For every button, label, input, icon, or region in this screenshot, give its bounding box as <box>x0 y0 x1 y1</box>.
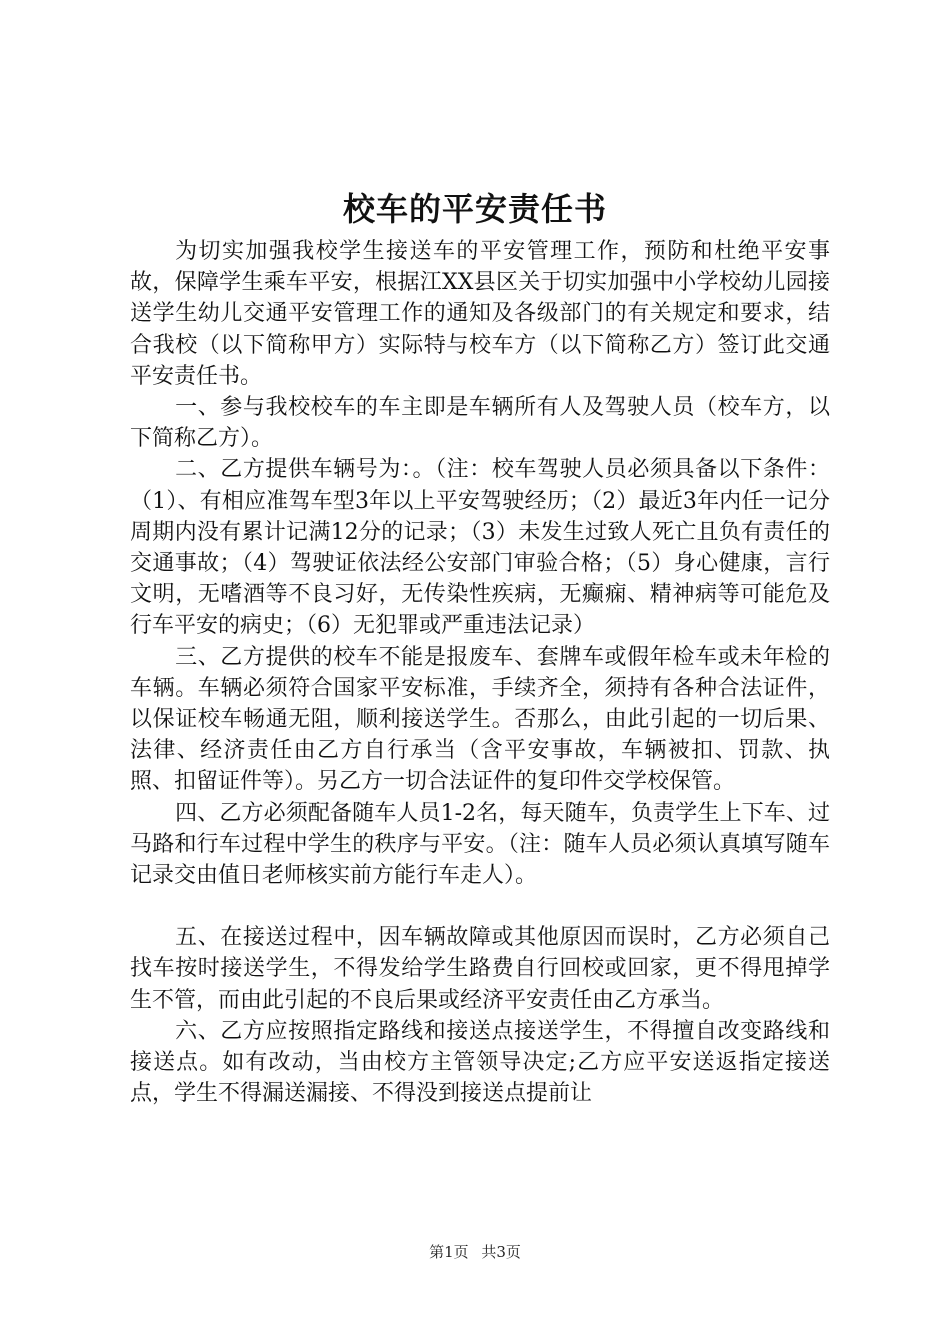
paragraph-clause-4: 四、乙方必须配备随车人员1-2名，每天随车，负责学生上下车、过马路和行车过程中学生的秩序与平安。（注：随车人员必须认真填写随车记录交由值日老师核实前方能行车走人）。 <box>130 800 830 889</box>
document-body <box>130 236 830 1109</box>
page-number-total: 共3页 <box>481 1243 521 1261</box>
paragraph-clause-6: 六、乙方应按照指定路线和接送点接送学生，不得擅自改变路线和接送点。如有改动，当由校方主管领导决定;乙方应平安送返指定接送点，学生不得漏送漏接、不得没到接送点提前让 <box>130 1018 830 1107</box>
paragraph-clause-3: 三、乙方提供的校车不能是报废车、套牌车或假年检车或未年检的车辆。车辆必须符合国家平安标准，手续齐全，须持有各种合法证件，以保证校车畅通无阻，顺利接送学生。否那么，由此引起的一切后果、法律、经济责任由乙方自行承当（含平安事故，车辆被扣、罚款、执照、扣留证件等）。另乙方一切合法证件的复印件交学校保管。 <box>130 644 830 795</box>
paragraph-clause-2: 二、乙方提供车辆号为：。（注：校车驾驶人员必须具备以下条件：（1）、有相应准驾车型3年以上平安驾驶经历；（2）最近3年内任一记分周期内没有累计记满12分的记录；（3）未发生过致人死亡且负有责任的交通事故；（4）驾驶证依法经公安部门审验合格；（5）身心健康，言行文明，无嗜酒等不良习好，无传染性疾病，无癫痫、精神病等可能危及行车平安的病史；（6）无犯罪或严重违法记录） <box>130 457 830 639</box>
page-number-current: 第1页 <box>429 1243 469 1261</box>
paragraph-clause-1: 一、参与我校校车的车主即是车辆所有人及驾驶人员（校车方，以下简称乙方）。 <box>130 395 830 452</box>
paragraph-clause-5: 五、在接送过程中，因车辆故障或其他原因而误时，乙方必须自己找车按时接送学生，不得发给学生路费自行回校或回家，更不得甩掉学生不管，而由此引起的不良后果或经济平安责任由乙方承当。 <box>130 925 830 1013</box>
page-footer <box>0 1240 950 1264</box>
document-title: 校车的平安责任书 <box>342 190 607 228</box>
paragraph-spacer <box>130 891 830 922</box>
paragraph-intro: 为切实加强我校学生接送车的平安管理工作，预防和杜绝平安事故，保障学生乘车平安，根据江XX县区关于切实加强中小学校幼儿园接送学生幼儿交通平安管理工作的通知及各级部门的有关规定和要求，结合我校（以下简称甲方）实际特与校车方（以下简称乙方）签订此交通平安责任书。 <box>130 239 830 389</box>
